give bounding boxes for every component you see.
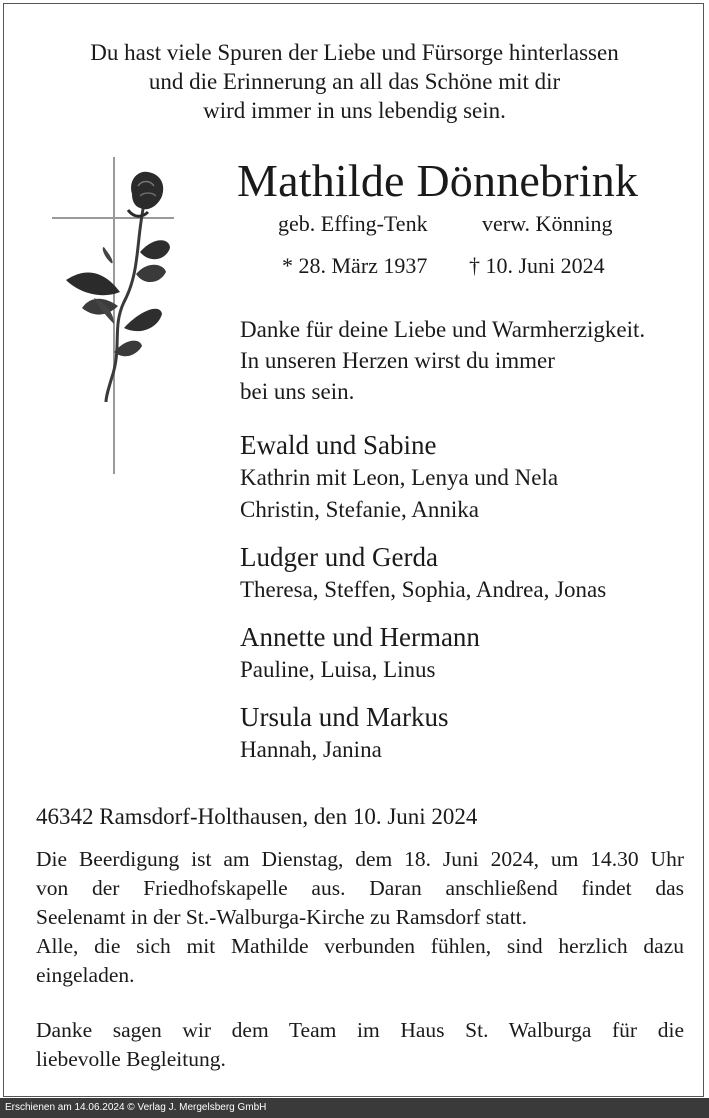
widowed-name: verw. Könning bbox=[482, 211, 613, 236]
thanks-line: In unseren Herzen wirst du immer bbox=[240, 348, 555, 373]
closing-thanks bbox=[36, 1016, 684, 1074]
funeral-line: eingeladen. bbox=[36, 963, 135, 987]
funeral-line: Alle, die sich mit Mathilde verbunden fühlen, sind herzlich dazu bbox=[36, 934, 684, 958]
death-date: † 10. Juni 2024 bbox=[469, 253, 605, 278]
family-head: Ursula und Markus bbox=[240, 702, 449, 732]
funeral-line: von der Friedhofskapelle aus. Daran anschließend findet das bbox=[36, 876, 684, 900]
publication-footer bbox=[0, 1098, 709, 1118]
birth-name: geb. Effing-Tenk bbox=[278, 211, 428, 236]
closing-line: Danke sagen wir dem Team im Haus St. Walburga für die bbox=[36, 1018, 684, 1042]
funeral-line: Seelenamt in der St.-Walburga-Kirche zu Ramsdorf statt. bbox=[36, 905, 528, 929]
family-head: Annette und Hermann bbox=[240, 622, 480, 652]
family-head: Ewald und Sabine bbox=[240, 430, 437, 460]
motto bbox=[0, 38, 709, 125]
thanks-line: Danke für deine Liebe und Warmherzigkeit. bbox=[240, 317, 646, 342]
family-head: Ludger und Gerda bbox=[240, 542, 438, 572]
family-members: Pauline, Luisa, Linus bbox=[240, 657, 436, 682]
funeral-info bbox=[36, 845, 684, 990]
family-ewald bbox=[240, 428, 558, 526]
closing-line: liebevolle Begleitung. bbox=[36, 1047, 226, 1071]
family-members: Theresa, Steffen, Sophia, Andrea, Jonas bbox=[240, 577, 607, 602]
funeral-line: Die Beerdigung ist am Dienstag, dem 18. Juni 2024, um 14.30 Uhr bbox=[36, 847, 684, 871]
birth-date: * 28. März 1937 bbox=[282, 253, 428, 278]
family-annette bbox=[240, 620, 480, 686]
motto-line: und die Erinnerung an all das Schöne mit dir bbox=[148, 69, 561, 94]
thanks-text bbox=[240, 314, 645, 407]
footer-text: Erschienen am 14.06.2024 © Verlag J. Mergelsberg GmbH bbox=[5, 1102, 267, 1113]
family-members: Christin, Stefanie, Annika bbox=[240, 497, 479, 522]
family-ursula bbox=[240, 700, 448, 766]
deceased-name: Mathilde Dönnebrink bbox=[237, 155, 639, 206]
cross-with-rose-icon bbox=[44, 152, 184, 482]
thanks-line: bei uns sein. bbox=[240, 379, 355, 404]
motto-line: wird immer in uns lebendig sein. bbox=[203, 98, 506, 123]
family-ludger bbox=[240, 540, 606, 606]
motto-line: Du hast viele Spuren der Liebe und Fürsorge hinterlassen bbox=[90, 40, 619, 65]
place-date: 46342 Ramsdorf-Holthausen, den 10. Juni 2024 bbox=[36, 804, 478, 829]
family-members: Kathrin mit Leon, Lenya und Nela bbox=[240, 465, 559, 490]
family-members: Hannah, Janina bbox=[240, 737, 382, 762]
